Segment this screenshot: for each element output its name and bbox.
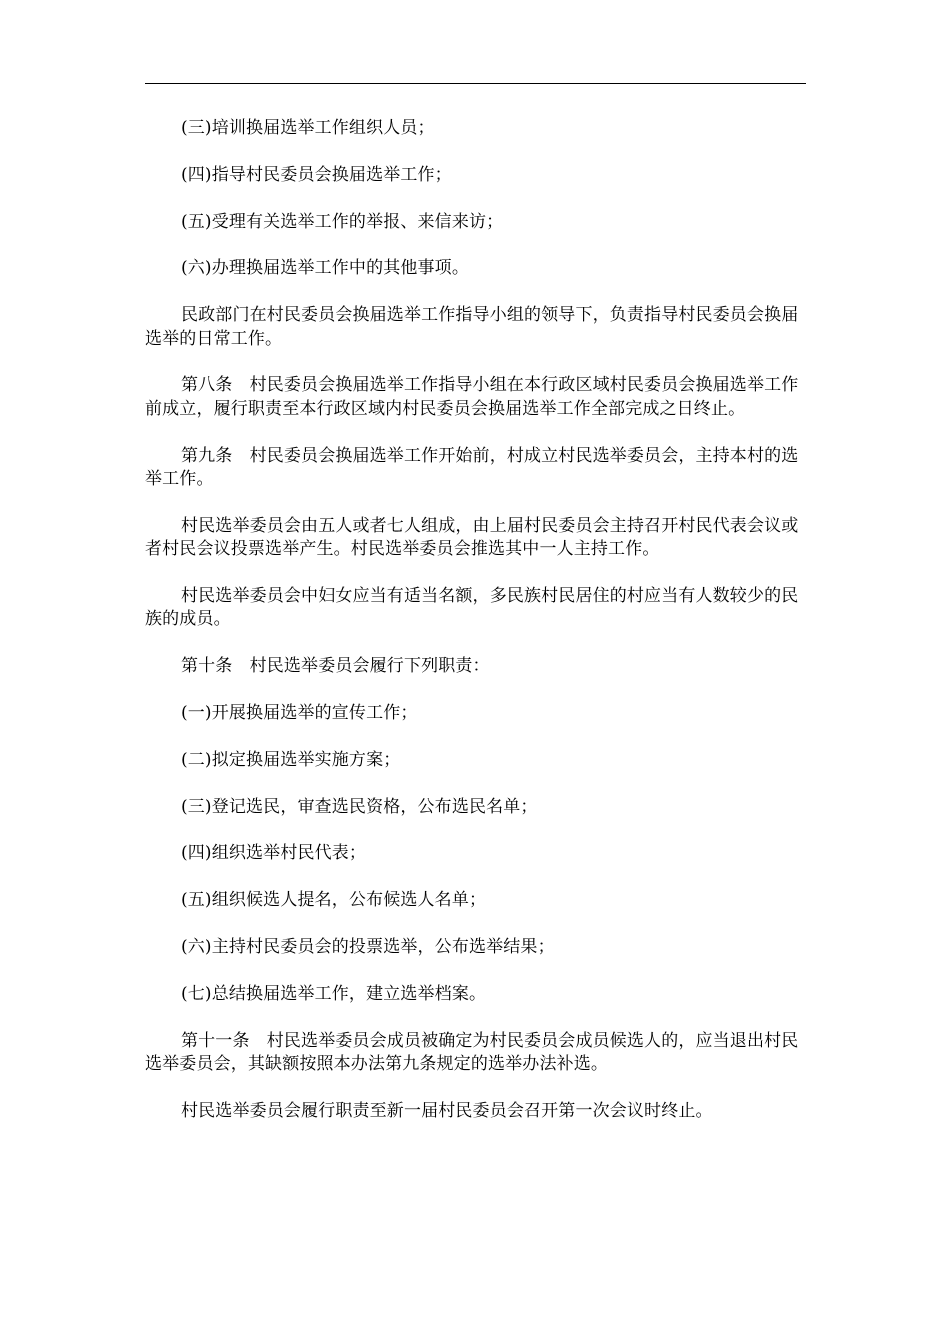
paragraph: 村民选举委员会中妇女应当有适当名额，多民族村民居住的村应当有人数较少的民族的成员。 [145,586,799,630]
list-item: (六)主持村民委员会的投票选举，公布选举结果； [181,936,555,957]
list-item: (三)登记选民，审查选民资格，公布选民名单； [181,796,538,817]
list-item: (七)总结换届选举工作，建立选举档案。 [181,983,487,1004]
list-item: (五)组织候选人提名，公布候选人名单； [181,890,487,911]
paragraph: (六)办理换届选举工作中的其他事项。 [181,258,469,279]
list-item: (二)拟定换届选举实施方案； [181,749,401,770]
paragraph: 民政部门在村民委员会换届选举工作指导小组的领导下，负责指导村民委员会换届选举的日常工作。 [145,305,799,349]
paragraph: (五)受理有关选举工作的举报、来信来访； [181,211,504,232]
paragraph: (三)培训换届选举工作组织人员； [181,118,435,138]
paragraph: 村民选举委员会由五人或者七人组成，由上届村民委员会主持召开村民代表会议或者村民会议投票选举产生。村民选举委员会推选其中一人主持工作。 [145,515,799,560]
header-rule [145,83,806,84]
document-body [145,117,807,1147]
article-9: 第九条 村民委员会换届选举工作开始前，村成立村民选举委员会，主持本村的选举工作。 [145,445,799,489]
paragraph: 村民选举委员会履行职责至新一届村民委员会召开第一次会议时终止。 [181,1100,713,1121]
article-10: 第十条 村民选举委员会履行下列职责： [181,656,490,677]
article-8: 第八条 村民委员会换届选举工作指导小组在本行政区域村民委员会换届选举工作前成立，履行职责至本行政区域内村民委员会换届选举工作全部完成之日终止。 [145,375,799,419]
list-item: (一)开展换届选举的宣传工作； [181,703,418,723]
article-11: 第十一条 村民选举委员会成员被确定为村民委员会成员候选人的，应当退出村民选举委员会，其缺额按照本办法第九条规定的选举办法补选。 [145,1030,799,1074]
list-item: (四)组织选举村民代表； [181,843,367,864]
paragraph: (四)指导村民委员会换届选举工作； [181,164,452,185]
